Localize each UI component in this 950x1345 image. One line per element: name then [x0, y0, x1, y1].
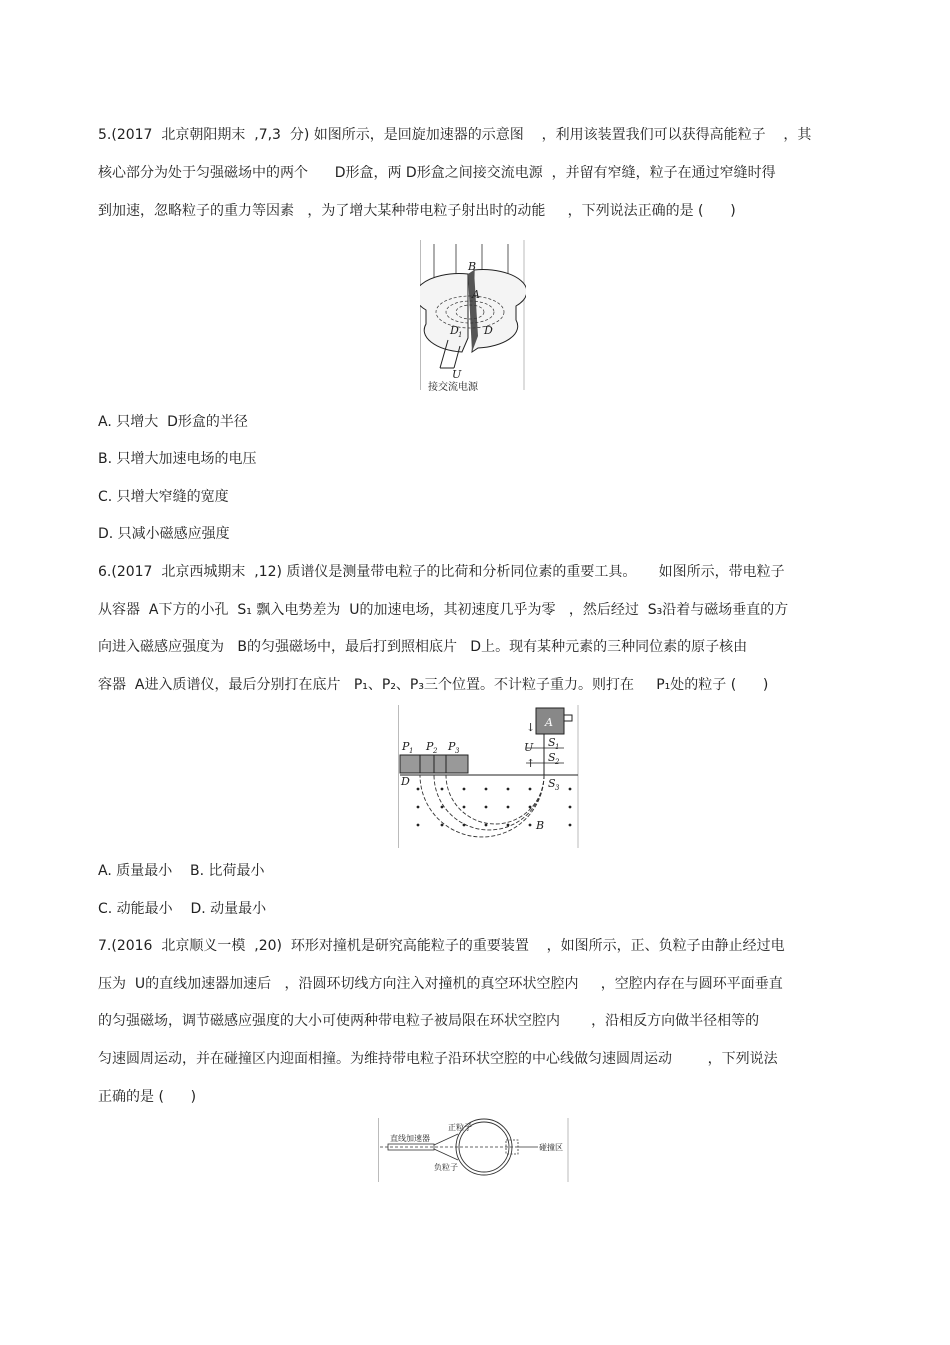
- q6-option-cd: C. 动能最小 D. 动量最小: [98, 901, 267, 917]
- spectrometer-label-D: D: [401, 775, 410, 788]
- cyclotron-label-A: A: [472, 288, 480, 301]
- q5-stem-line-2: 核心部分为处于匀强磁场中的两个 D形盒，两 D形盒之间接交流电源 ，并留有窄缝，粒子在通过窄缝时得: [98, 165, 776, 181]
- collider-label-positive: 正粒子: [448, 1123, 472, 1132]
- cyclotron-label-U: U: [452, 368, 462, 381]
- spectrometer-label-P2-sub: 2: [433, 747, 438, 755]
- spectrometer-label-B: B: [536, 819, 545, 832]
- q5-option-b: B. 只增大加速电场的电压: [98, 451, 257, 467]
- q7-stem-line-3: 的匀强磁场，调节磁感应强度的大小可使两种带电粒子被局限在环状空腔内 ，沿相反方向做半径相等的: [98, 1013, 760, 1029]
- collider-label-zone: 碰撞区: [539, 1143, 563, 1152]
- q6-option-ab: A. 质量最小 B. 比荷最小: [98, 863, 265, 879]
- q5-option-a: A. 只增大 D形盒的半径: [98, 414, 248, 430]
- cyclotron-label-D2: D: [484, 324, 493, 337]
- spectrometer-label-S1-sub: 1: [555, 743, 560, 751]
- spectrometer-label-S3-sub: 3: [555, 784, 560, 792]
- q7-stem-line-4: 匀速圆周运动，并在碰撞区内迎面相撞。为维持带电粒子沿环状空腔的中心线做匀速圆周运动 ，下列说法: [98, 1051, 778, 1067]
- q6-stem-line-1: 6.(2017 北京西城期末 ,12) 质谱仪是测量带电粒子的比荷和分析同位素的重要工具。 如图所示，带电粒子: [98, 564, 785, 580]
- q6-stem-line-3: 向进入磁感应强度为 B的匀强磁场中，最后打到照相底片 D上。现有某种元素的三种同位素的原子核由: [98, 639, 748, 655]
- spectrometer-label-P3: P: [448, 740, 456, 753]
- q5-stem-line-3: 到加速，忽略粒子的重力等因素 ，为了增大某种带电粒子射出时的动能 ，下列说法正确的是 ( ): [98, 203, 736, 219]
- collider-label-negative: 负粒子: [434, 1163, 458, 1172]
- spectrometer-label-U: U: [524, 741, 534, 754]
- spectrometer-label-S1: S: [548, 736, 556, 749]
- q5-stem-line-1: 5.(2017 北京朝阳期末 ,7,3 分) 如图所示，是回旋加速器的示意图 ，利用该装置我们可以获得高能粒子 ，其: [98, 127, 812, 143]
- cyclotron-label-B: B: [468, 260, 477, 273]
- q5-option-d: D. 只减小磁感应强度: [98, 526, 230, 542]
- cyclotron-caption: 接交流电源: [428, 382, 478, 392]
- spectrometer-arrow-down-icon: ↓: [526, 721, 536, 734]
- cyclotron-label-D1: D: [450, 324, 459, 337]
- q7-stem-line-2: 压为 U的直线加速器加速后 ，沿圆环切线方向注入对撞机的真空环状空腔内 ，空腔内存在与圆环平面垂直: [98, 976, 783, 992]
- q6-stem-line-4: 容器 A进入质谱仪，最后分别打在底片 P₁、P₂、P₃三个位置。不计粒子重力。则打在 P₁处的粒子 ( ): [98, 677, 769, 693]
- spectrometer-arrow-up-icon: ↑: [526, 757, 536, 770]
- spectrometer-label-A: A: [545, 716, 553, 729]
- cyclotron-label-D1-sub: 1: [458, 331, 463, 339]
- spectrometer-label-P2: P: [426, 740, 434, 753]
- q6-stem-line-2: 从容器 A下方的小孔 S₁ 飘入电势差为 U的加速电场，其初速度几乎为零 ，然后经过 S₃沿着与磁场垂直的方: [98, 602, 789, 618]
- spectrometer-label-S2: S: [548, 751, 556, 764]
- spectrometer-label-S2-sub: 2: [555, 758, 560, 766]
- mass-spectrometer-figure: [398, 705, 580, 850]
- cyclotron-figure: [420, 240, 526, 392]
- q7-stem-line-5: 正确的是 ( ): [98, 1089, 197, 1105]
- q5-option-c: C. 只增大窄缝的宽度: [98, 489, 229, 505]
- q7-stem-line-1: 7.(2016 北京顺义一模 ,20) 环形对撞机是研究高能粒子的重要装置 ，如图所示，正、负粒子由静止经过电: [98, 938, 785, 954]
- magnetic-field-dots: [417, 788, 572, 827]
- collider-label-accelerator: 直线加速器: [390, 1134, 430, 1143]
- collider-figure: [378, 1118, 570, 1184]
- spectrometer-label-S3: S: [548, 777, 556, 790]
- spectrometer-label-P1-sub: 1: [409, 747, 414, 755]
- spectrometer-label-P3-sub: 3: [455, 747, 460, 755]
- spectrometer-label-P1: P: [402, 740, 410, 753]
